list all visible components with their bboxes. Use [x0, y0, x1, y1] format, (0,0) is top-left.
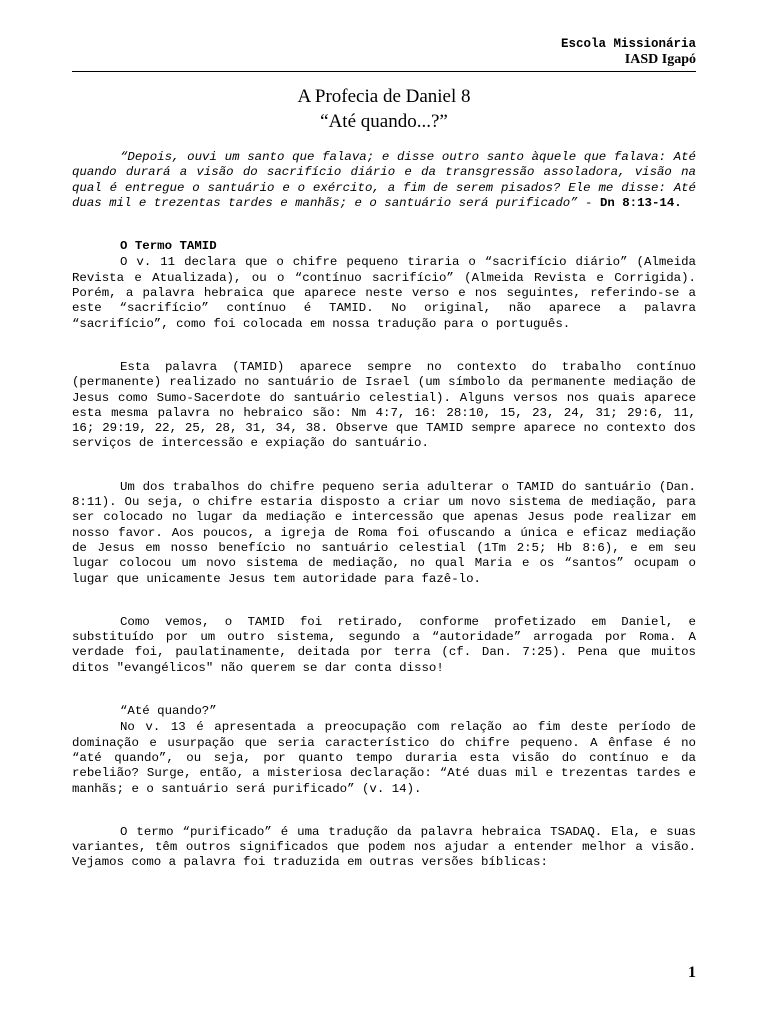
page-number: 1 [688, 964, 696, 981]
quote-text: “Depois, ouvi um santo que falava; e disse outro santo àquele que falava: Até quando durará a visão do sacrifício diário e da transgressão assoladora, visão na qual é entregue o santuário e o exército, a fim de serem pisados? Ele me disse: Até duas mil e trezentas tardes e manhãs; e o santuário será purificado” [72, 150, 696, 210]
paragraph: Um dos trabalhos do chifre pequeno seria adulterar o TAMID do santuário (Dan. 8:11). Ou seja, o chifre estaria disposto a criar um novo sistema de mediação, para ser colocado no lugar da mediação e intercessão que apenas Jesus pode realizar em nosso favor. Aos poucos, a igreja de Roma foi ofuscando a única e eficaz mediação de Jesus em nosso benefício no santuário celestial (1Tm 2:5; Hb 8:6), e em seu lugar colocou um novo sistema de mediação, no qual Maria e os “santos” ocupam o lugar que unicamente Jesus tem autoridade para fazê-lo. [72, 479, 696, 586]
quote-separator: - [577, 195, 600, 210]
quote-reference: Dn 8:13-14. [599, 195, 682, 210]
paragraph: No v. 13 é apresentada a preocupação com relação ao fim deste período de dominação e usurpação que seria característico do chifre pequeno. A ênfase é no “até quando”, ou seja, por quanto tempo duraria esta visão do contínuo e da rebelião? Surge, então, a misteriosa declaração: “Até duas mil e trezentas tardes e manhãs; e o santuário será purificado” (v. 14). [72, 720, 696, 796]
section-heading-tamid: O Termo TAMID [120, 239, 217, 254]
header-church: IASD Igapó [624, 52, 696, 67]
page-header [561, 36, 696, 68]
header-school: Escola Missionária [560, 37, 696, 51]
opening-quote [72, 150, 696, 211]
paragraph: O v. 11 declara que o chifre pequeno tiraria o “sacrifício diário” (Almeida Revista e Atualizada), ou o “contínuo sacrifício” (Almeida Revista e Corrigida). Porém, a palavra hebraica que aparece neste verso e nos seguintes, referindo-se a este “sacrifício” contínuo é TAMID. No original, não aparece a palavra “sacrifício”, como foi colocada em nossa tradução para o português. [72, 255, 696, 331]
document-body [72, 150, 696, 871]
paragraph: Como vemos, o TAMID foi retirado, conforme profetizado em Daniel, e substituído por um outro sistema, segundo a “autoridade” arrogada por Roma. A verdade foi, paulatinamente, deitada por terra (cf. Dan. 7:25). Pena que muitos ditos "evangélicos" não querem se dar conta disso! [72, 614, 696, 675]
document-subtitle: “Até quando...?” [320, 111, 448, 132]
paragraph: Esta palavra (TAMID) aparece sempre no contexto do trabalho contínuo (permanente) realizado no santuário de Israel (um símbolo da permanente mediação de Jesus como Sumo-Sacerdote do santuário celestial). Alguns versos nos quais aparece esta mesma palavra no hebraico são: Nm 4:7, 16: 28:10, 15, 23, 24, 31; 29:6, 11, 16; 29:19, 22, 25, 28, 31, 34, 38. Observe que TAMID sempre aparece no contexto dos serviços de intercessão e expiação do santuário. [72, 359, 696, 451]
document-title-block [72, 84, 696, 134]
document-title: A Profecia de Daniel 8 [297, 86, 471, 107]
section-heading-ate-quando: “Até quando?” [120, 704, 217, 719]
paragraph: O termo “purificado” é uma tradução da palavra hebraica TSADAQ. Ela, e suas variantes, têm outros significados que podem nos ajudar a entender melhor a visão. Vejamos como a palavra foi traduzida em outras versões bíblicas: [72, 824, 696, 870]
header-divider [72, 71, 696, 72]
